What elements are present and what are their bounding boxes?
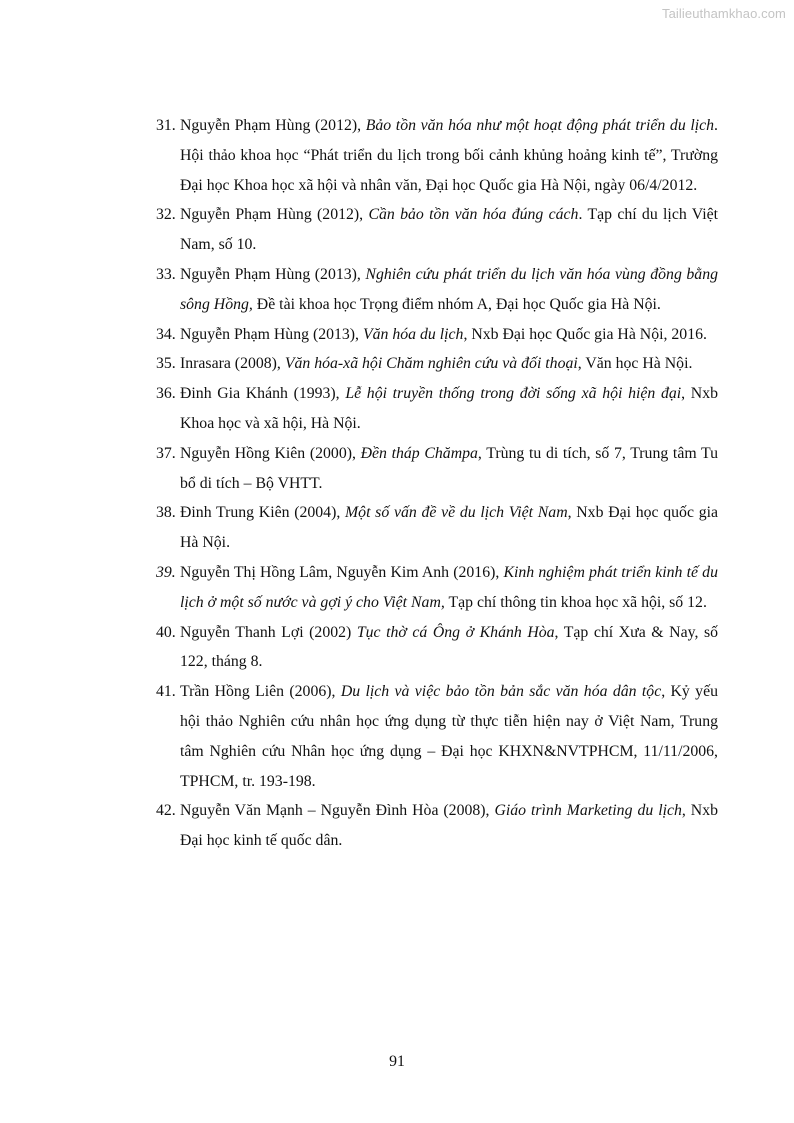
reference-text bbox=[180, 266, 718, 313]
reference-item bbox=[156, 260, 718, 320]
reference-title: Lễ hội truyền thống trong đời sống xã hội hiện đại bbox=[345, 385, 682, 403]
reference-segment: Nguyễn Thị Hồng Lâm, Nguyễn Kim Anh (2016), bbox=[180, 563, 504, 581]
reference-title: Một số vấn đề về du lịch Việt Nam bbox=[345, 504, 568, 522]
reference-text bbox=[180, 206, 718, 253]
reference-number: 34. bbox=[156, 325, 176, 343]
watermark: Tailieuthamkhao.com bbox=[661, 6, 786, 21]
reference-title: Đền tháp Chămpa bbox=[360, 444, 478, 462]
reference-item bbox=[156, 558, 718, 618]
reference-item bbox=[156, 111, 718, 200]
reference-segment: Inrasara (2008), bbox=[180, 355, 285, 373]
reference-text bbox=[180, 624, 718, 671]
reference-text bbox=[180, 504, 718, 551]
reference-text bbox=[180, 326, 707, 343]
reference-segment: , Kỷ yếu hội thảo Nghiên cứu nhân học ứng dụng từ thực tiễn hiện nay ở Việt Nam, Trung tâm Nghiên cứu Nhân học ứng dụng – Đại học KHXN&NVTPHCM, 11/11/2006, TPHCM, tr. 193-198. bbox=[180, 683, 718, 790]
reference-segment: , Nxb Đại học kinh tế quốc dân. bbox=[180, 802, 719, 850]
reference-text bbox=[180, 385, 718, 432]
reference-item bbox=[156, 618, 718, 678]
reference-segment: . Tạp chí du lịch Việt Nam, số 10. bbox=[180, 206, 719, 254]
reference-item bbox=[156, 320, 718, 350]
reference-text bbox=[180, 802, 718, 849]
reference-title: Giáo trình Marketing du lịch bbox=[494, 802, 682, 820]
reference-segment: Đinh Trung Kiên (2004), bbox=[180, 504, 346, 522]
reference-segment: Đề tài khoa học Trọng điểm nhóm A, Đại học Quốc gia Hà Nội. bbox=[252, 295, 661, 313]
reference-segment: , Tạp chí Xưa & Nay, số 122, tháng 8. bbox=[180, 623, 719, 671]
reference-title: Văn hóa du lịch bbox=[362, 325, 464, 343]
reference-number: 37. bbox=[156, 444, 176, 462]
reference-number: 42. bbox=[156, 802, 176, 820]
reference-segment: , Văn học Hà Nội. bbox=[577, 355, 693, 373]
reference-item bbox=[156, 498, 718, 558]
reference-segment: Nguyễn Hồng Kiên (2000), bbox=[180, 444, 361, 462]
reference-title: Du lịch và việc bảo tồn bản sắc văn hóa dân tộc bbox=[340, 683, 662, 701]
reference-number: 35. bbox=[156, 355, 176, 373]
reference-segment: Nguyễn Phạm Hùng (2013), bbox=[180, 265, 366, 283]
reference-number: 36. bbox=[156, 385, 176, 403]
reference-segment: , Nxb Đại học quốc gia Hà Nội. bbox=[180, 504, 718, 552]
page-number: 91 bbox=[389, 1053, 405, 1070]
reference-number: 31. bbox=[156, 117, 176, 134]
reference-segment: Tạp chí thông tin khoa học xã hội, số 12. bbox=[444, 593, 707, 611]
reference-number: 33. bbox=[156, 265, 176, 283]
reference-number: 39. bbox=[156, 563, 176, 581]
reference-title: Nghiên cứu phát triển du lịch văn hóa vùng đồng bằng sông Hồng, bbox=[180, 265, 719, 313]
reference-text bbox=[180, 117, 718, 194]
reference-number: 38. bbox=[156, 504, 176, 522]
reference-text bbox=[180, 683, 718, 789]
reference-segment: , Nxb Khoa học và xã hội, Hà Nội. bbox=[180, 385, 718, 432]
reference-segment: Nguyễn Phạm Hùng (2012), bbox=[180, 206, 369, 224]
reference-number: 40. bbox=[156, 623, 176, 641]
reference-title: Tục thờ cá Ông ở Khánh Hòa bbox=[356, 623, 555, 641]
reference-title: Bảo tồn văn hóa như một hoạt động phát triển du lịch bbox=[365, 117, 715, 134]
reference-title: Cần bảo tồn văn hóa đúng cách bbox=[368, 206, 579, 224]
reference-segment: , Trùng tu di tích, số 7, Trung tâm Tu bổ di tích – Bộ VHTT. bbox=[180, 444, 719, 492]
reference-number: 41. bbox=[156, 683, 176, 701]
reference-segment: . Hội thảo khoa học “Phát triển du lịch trong bối cảnh khủng hoảng kinh tế”, Trường Đại học Khoa học xã hội và nhân văn, Đại học Quốc gia Hà Nội, ngày 06/4/2012. bbox=[180, 117, 718, 194]
reference-item bbox=[156, 200, 718, 260]
reference-number: 32. bbox=[156, 206, 176, 224]
reference-list bbox=[156, 111, 718, 856]
reference-item bbox=[156, 796, 718, 856]
reference-segment: Trần Hồng Liên (2006), bbox=[180, 683, 341, 701]
reference-segment: , Nxb Đại học Quốc gia Hà Nội, 2016. bbox=[463, 325, 707, 343]
reference-segment: Đinh Gia Khánh (1993), bbox=[180, 385, 346, 403]
reference-segment: Nguyễn Phạm Hùng (2013), bbox=[180, 325, 363, 343]
reference-text bbox=[180, 355, 692, 372]
reference-item bbox=[156, 439, 718, 499]
reference-text bbox=[180, 445, 718, 492]
reference-item bbox=[156, 379, 718, 439]
reference-item bbox=[156, 677, 718, 796]
reference-text bbox=[180, 564, 718, 611]
reference-segment: Nguyễn Văn Mạnh – Nguyễn Đình Hòa (2008), bbox=[180, 802, 495, 820]
reference-title: Văn hóa-xã hội Chăm nghiên cứu và đối thoại bbox=[284, 355, 578, 373]
reference-segment: Nguyễn Phạm Hùng (2012), bbox=[180, 117, 366, 134]
reference-segment: Nguyễn Thanh Lợi (2002) bbox=[180, 623, 357, 641]
reference-item bbox=[156, 349, 718, 379]
reference-title: Kinh nghiệm phát triển kinh tế du lịch ở một số nước và gợi ý cho Việt Nam, bbox=[180, 563, 718, 611]
